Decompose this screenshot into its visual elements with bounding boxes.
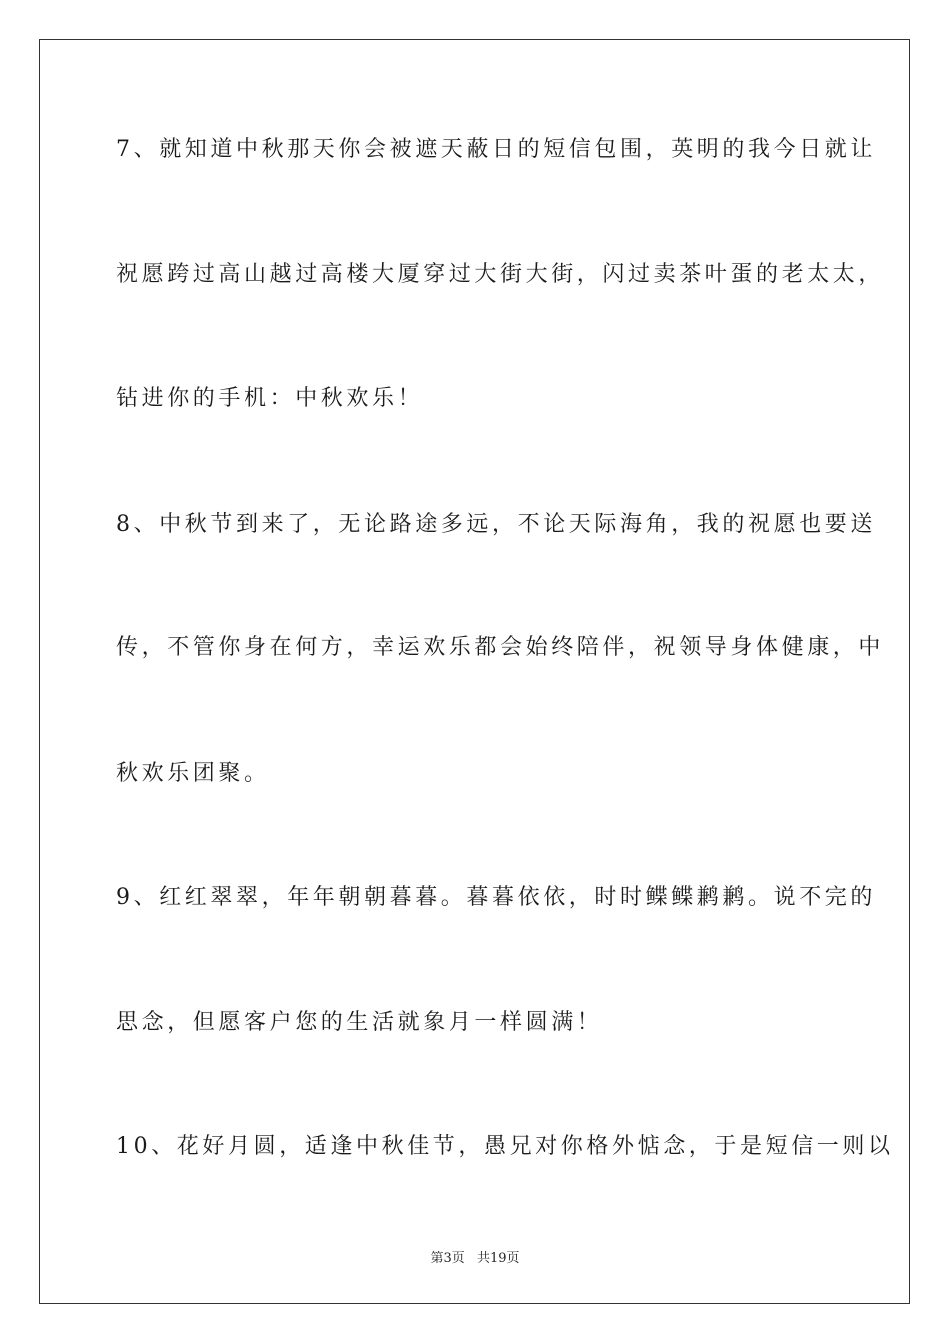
text-line: 祝愿跨过高山越过高楼大厦穿过大街大街，闪过卖茶叶蛋的老太太， [116,262,885,287]
text-line: 10、花好月圆，适逢中秋佳节，愚兄对你格外惦念，于是短信一则以 [116,1134,894,1159]
page-number: 第3页 [430,1251,465,1266]
text-line: 思念，但愿客户您的生活就象月一样圆满！ [116,1010,603,1035]
page-total: 共19页 [476,1251,520,1266]
page-frame [39,39,910,1304]
text-line: 9、红红翠翠，年年朝朝暮暮。暮暮依依，时时鲽鲽鹣鹣。说不完的 [116,885,876,910]
text-line: 秋欢乐团聚。 [116,761,270,786]
text-line: 8、中秋节到来了，无论路途多远，不论天际海角，我的祝愿也要送 [116,512,876,537]
page-footer [0,1247,950,1266]
text-line: 7、就知道中秋那天你会被遮天蔽日的短信包围，英明的我今日就让 [116,137,876,162]
text-line: 传，不管你身在何方，幸运欢乐都会始终陪伴，祝领导身体健康，中 [116,635,885,660]
text-line: 钻进你的手机：中秋欢乐！ [116,386,424,411]
